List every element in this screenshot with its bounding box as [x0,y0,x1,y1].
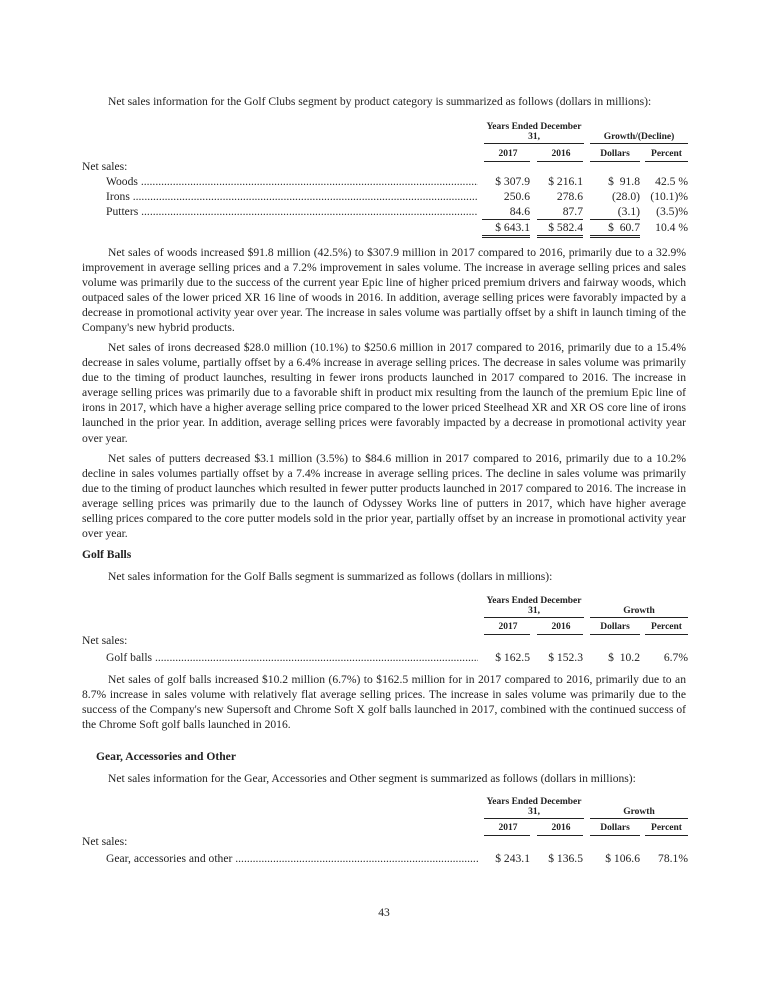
row-label: Putters ..... [106,204,478,219]
table-row [82,174,688,189]
table-row [82,189,688,204]
para-woods: Net sales of woods increased $91.8 million (42.5%) to $307.9 million in 2017 compared to 2016, primarily due to a 32.9% improvement in average selling prices and a 7.2% improvement in sales volume. The increase in average selling prices and sales volume was primarily due to the success of the current year Epic line of higher priced premium drivers and fairway woods, which outpaced sales of the lower priced XR 16 line of woods in 2016. In addition, average selling prices were favorably impacted by a decrease in promotional activity year over year. The increase in sales volume was partially offset by a shift in launch timing of the Company's new hybrid products. [82,246,686,335]
page-number: 43 [378,906,390,919]
cell: $ 307.9 [495,175,530,188]
cell: (28.0) [611,190,640,203]
cell: (3.1) [590,204,640,220]
net-sales-label-row [82,633,688,648]
para-balls: Net sales of golf balls increased $10.2 million (6.7%) to $162.5 million for in 2017 compared to 2016, primarily due to an 8.7% increase in sales volume with relatively flat average selling prices. The increase in sales volume was primarily due to the success of the Company's new Supersoft and Chrome Soft X golf balls launched in 2017, combined with the continued success of the Chrome Soft golf balls launched in 2016. [82,673,686,732]
table-row [82,204,688,219]
col-2016: 2016 [551,823,571,833]
header-years-ended: Years Ended December 31, [486,797,582,817]
col-dollars: Dollars [600,149,630,159]
net-sales-label-row [82,834,688,849]
net-sales-label: Net sales: [82,835,128,848]
col-2017: 2017 [498,149,518,159]
cell: 6.7% [663,651,688,664]
cell: 87.7 [537,204,583,220]
col-percent: Percent [651,149,682,159]
intro-balls: Net sales information for the Golf Balls segment is summarized as follows (dollars in millions): [108,570,553,583]
heading-golf-balls: Golf Balls [82,548,132,561]
cell: $ 243.1 [495,852,530,865]
cell: $ 136.5 [548,852,583,865]
cell: $ 582.4 [537,220,583,238]
cell: (3.5)% [656,205,688,218]
col-2016: 2016 [551,149,571,159]
cell: 78.1% [658,852,688,865]
para-irons: Net sales of irons decreased $28.0 million (10.1%) to $250.6 million in 2017 compared to 2016, primarily due to a 15.4% decrease in sales volume, partially offset by a 6.4% increase in average selling prices. The decrease in sales volume was primarily due to the timing of product launches, resulting in fewer irons products launched in 2017 compared to 2016. The increase in average selling prices was primarily due to a favorable shift in product mix resulting from the launch of the premium Epic line of irons in 2017, which have a higher average selling price compared to the lower priced Steelhead XR and XR OS core line of irons launched in the prior year. In addition, average selling prices were favorably impacted by a decrease in promotional activity year over year. [82,341,686,445]
cell: 250.6 [503,190,530,203]
table-row [82,851,688,866]
row-label: Gear, accessories and other ..... [106,851,478,866]
cell: $ 162.5 [495,651,530,664]
header-growth: Growth [623,807,655,817]
row-label: Woods ..... [106,174,478,189]
col-percent: Percent [651,823,682,833]
col-dollars: Dollars [600,622,630,632]
col-dollars: Dollars [600,823,630,833]
cell: (10.1)% [650,190,688,203]
cell: 42.5 % [655,175,688,188]
net-sales-label: Net sales: [82,160,128,173]
col-2016: 2016 [551,622,571,632]
net-sales-label-row [82,159,688,174]
header-growth: Growth/(Decline) [603,132,675,142]
col-percent: Percent [651,622,682,632]
header-years-ended: Years Ended December 31, [486,596,582,616]
header-growth: Growth [623,606,655,616]
cell: $ 106.6 [605,852,640,865]
row-label: Irons ..... [106,189,478,204]
table-total-row [82,220,688,235]
cell: 10.4 % [655,221,688,234]
cell: $ 60.7 [590,220,640,238]
net-sales-label: Net sales: [82,634,128,647]
heading-gear: Gear, Accessories and Other [96,750,236,763]
cell: $ 10.2 [608,651,640,664]
para-putters: Net sales of putters decreased $3.1 million (3.5%) to $84.6 million in 2017 compared to 2016, primarily due to a 10.2% decline in sales volumes partially offset by a 7.4% increase in average selling prices. The decline in sales volume was primarily due to the timing of product launches which resulted in fewer putter products launched in 2017 compared to 2016. The increase in average selling prices was primarily due to the launch of Odyssey Works line of putters in 2017, which have higher average selling prices compared to the core putter models sold in the prior year, partially offset by an increase in promotional activity year over year. [82,452,686,541]
row-label: Golf balls ..... [106,650,478,665]
cell: 84.6 [482,204,530,220]
cell: $ 216.1 [548,175,583,188]
intro-clubs: Net sales information for the Golf Clubs segment by product category is summarized as follows (dollars in millions): [108,95,652,108]
cell: $ 91.8 [608,175,640,188]
col-2017: 2017 [498,622,518,632]
cell: $ 643.1 [482,220,530,238]
cell: 278.6 [556,190,583,203]
intro-gear: Net sales information for the Gear, Accessories and Other segment is summarized as follows (dollars in millions): [108,772,636,785]
table-row [82,650,688,665]
header-years-ended: Years Ended December 31, [486,122,582,142]
col-2017: 2017 [498,823,518,833]
cell: $ 152.3 [548,651,583,664]
